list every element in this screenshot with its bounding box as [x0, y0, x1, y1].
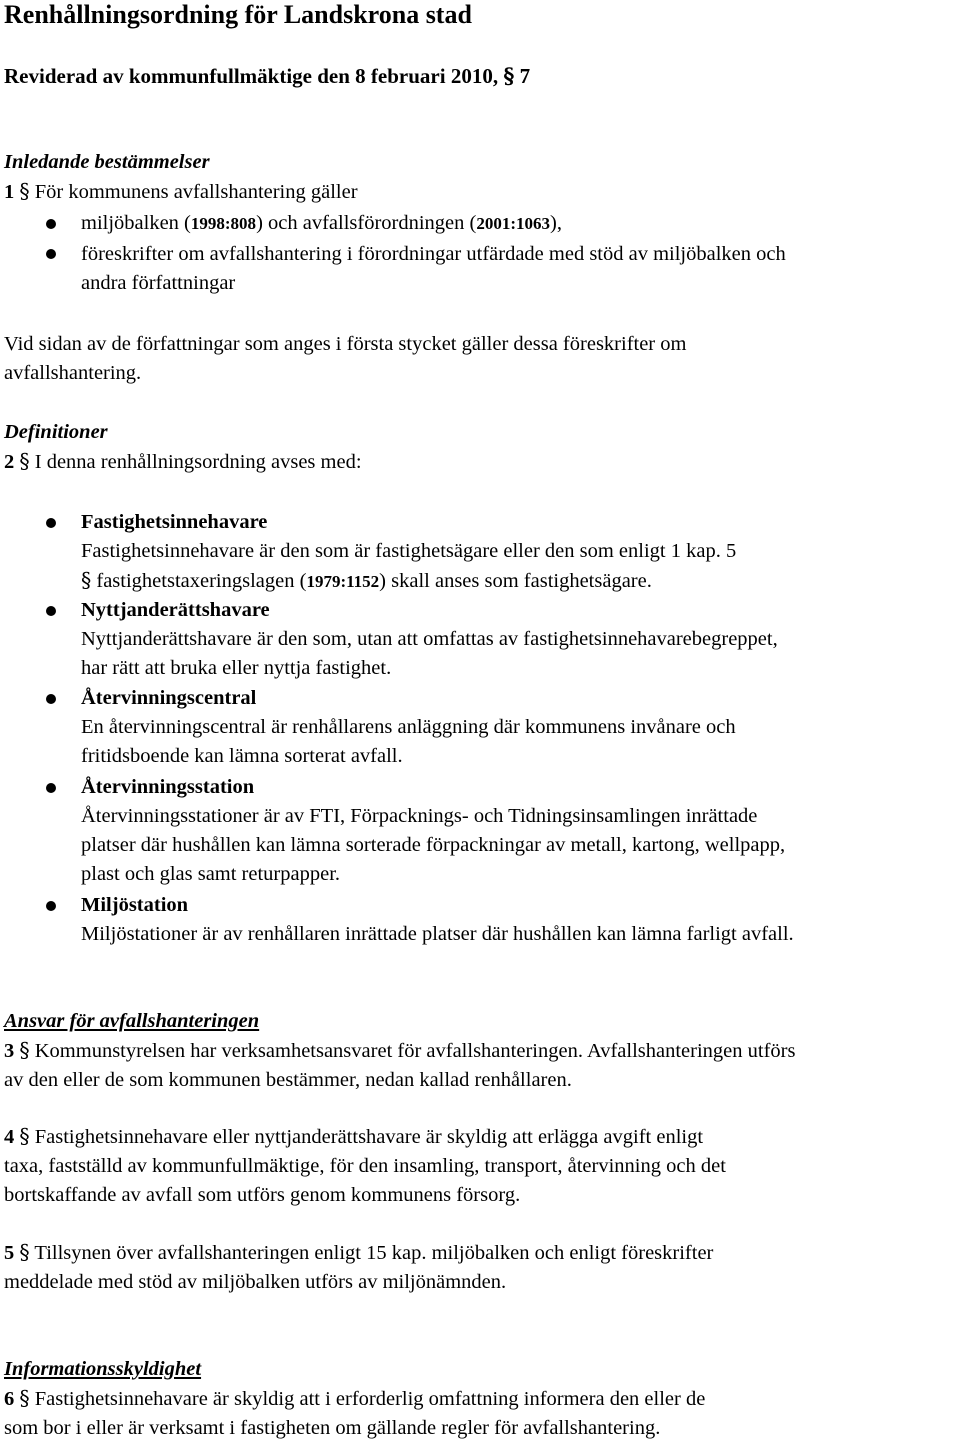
definition-item: Nyttjanderättshavare Nyttjanderättshavare är den som, utan att omfattas av fastighetsinnehavarebegreppet, har rätt att bruka eller nyttja fastighet.	[81, 596, 960, 683]
list-item: föreskrifter om avfallshantering i förordningar utfärdade med stöd av miljöbalken och andra författningar	[81, 243, 786, 294]
section-sign: §	[503, 63, 515, 88]
bullet-icon	[46, 518, 56, 528]
bullet-icon	[46, 219, 56, 229]
section-sign: §	[19, 179, 30, 203]
bullet-icon	[46, 606, 56, 616]
paragraph-3: 3 § Kommunstyrelsen har verksamhetsansvaret för avfallshanteringen. Avfallshanteringen utförs	[4, 1038, 796, 1062]
paragraph: Vid sidan av de författningar som anges i första stycket gäller dessa föreskrifter om avfallshantering.	[4, 333, 687, 384]
paragraph-5: 5 § Tillsynen över avfallshanteringen enligt 15 kap. miljöbalken och enligt föreskrifter meddelade med stöd av miljöbalken utförs av miljönämnden.	[4, 1240, 714, 1293]
law-reference: 2001:1063	[476, 214, 551, 233]
section-inledande	[4, 148, 958, 207]
section-sign: §	[19, 1038, 30, 1062]
paragraph-number: 1	[4, 181, 15, 203]
section-sign: §	[19, 1124, 30, 1148]
paragraph-number: 5	[4, 1242, 15, 1264]
bullet-icon	[46, 249, 56, 259]
subtitle-text: Reviderad av kommunfullmäktige den 8 februari 2010,	[4, 64, 504, 88]
section-sign: §	[19, 1240, 30, 1264]
paragraph-number: 4	[4, 1126, 15, 1148]
definition-term: Nyttjanderättshavare	[81, 599, 270, 621]
section-information: Informationsskyldighet 6 § Fastighetsinnehavare är skyldig att i erforderlig omfattning informera den eller de som bor i eller är verksamt i fastigheten om gällande regler för avfallshantering.	[4, 1355, 958, 1443]
law-reference: 1979:1152	[306, 572, 380, 591]
section-sign: §	[19, 1386, 30, 1410]
bullet-icon	[46, 901, 56, 911]
subtitle-number: 7	[514, 64, 531, 88]
bullet-icon	[46, 694, 56, 704]
paragraph-number: 6	[4, 1388, 15, 1410]
paragraph-text: För kommunens avfallshantering gäller	[34, 181, 358, 203]
section-heading: Informationsskyldighet	[4, 1358, 202, 1380]
paragraph-1-intro	[4, 177, 958, 207]
section-ansvar: Ansvar för avfallshanteringen 3 § Kommunstyrelsen har verksamhetsansvaret för avfallshanteringen. Avfallshanteringen utförs av den eller de som kommunen bestämmer, nedan kallad renhållaren.	[4, 1007, 958, 1095]
section-heading: Definitioner	[4, 421, 108, 443]
section-sign: §	[19, 449, 30, 473]
definition-term: Återvinningsstation	[81, 776, 255, 798]
section-heading: Inledande bestämmelser	[4, 151, 210, 173]
paragraph-6: 6 § Fastighetsinnehavare är skyldig att i erforderlig omfattning informera den eller de	[4, 1386, 706, 1410]
document-title: Renhållningsordning för Landskrona stad	[4, 0, 472, 29]
paragraph-number: 2	[4, 451, 15, 473]
definition-item: Återvinningscentral En återvinningscentral är renhållarens anläggning där kommunens invånare och fritidsboende kan lämna sorterat avfall.	[81, 684, 960, 771]
definition-term: Återvinningscentral	[81, 687, 257, 709]
section-heading: Ansvar för avfallshanteringen	[4, 1010, 260, 1032]
paragraph-2-intro	[4, 447, 958, 477]
definition-item: Återvinningsstation Återvinningsstationer är av FTI, Förpacknings- och Tidningsinsamlingen inrättade platser där hushållen kan lämna sorterade förpackningar av metall, kartong, wellpapp, plast och glas samt returpapper.	[81, 773, 960, 889]
document-subtitle	[4, 61, 530, 91]
law-reference: 1998:808	[190, 214, 257, 233]
definition-term: Fastighetsinnehavare	[81, 511, 268, 533]
paragraph-number: 3	[4, 1040, 15, 1062]
list-item: miljöbalken (1998:808) och avfallsförordningen (2001:1063),	[81, 212, 562, 234]
section-sign: §	[81, 568, 92, 592]
definition-term: Miljöstation	[81, 894, 189, 916]
paragraph-4: 4 § Fastighetsinnehavare eller nyttjanderättshavare är skyldig att erlägga avgift enligt taxa, fastställd av kommunfullmäktige, för den insamling, transport, återvinning och det bortskaffande av avfall som utförs genom kommunens försorg.	[4, 1124, 726, 1206]
definition-item: Fastighetsinnehavare Fastighetsinnehavare är den som är fastighetsägare eller den som enligt 1 kap. 5 § fastighetstaxeringslagen (1979:1152) skall anses som fastighetsägare.	[81, 508, 960, 596]
definition-item: Miljöstation Miljöstationer är av renhållaren inrättade platser där hushållen kan lämna farligt avfall.	[81, 891, 960, 949]
bullet-icon	[46, 783, 56, 793]
paragraph-text: I denna renhållningsordning avses med:	[34, 451, 362, 473]
section-definitioner	[4, 418, 958, 477]
